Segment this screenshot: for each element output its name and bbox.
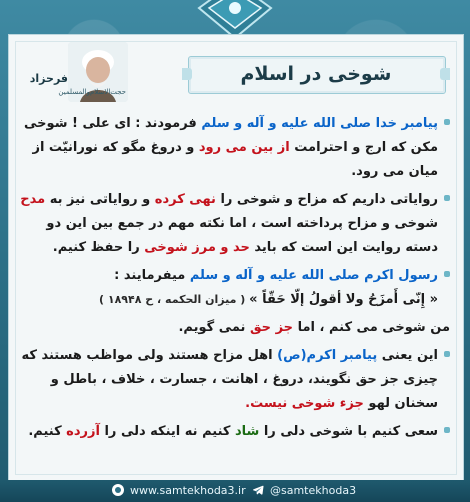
bullet-icon: [444, 427, 450, 433]
website-text: www.samtekhoda3.ir: [130, 484, 246, 497]
quote-text: إِنّی أَمزَحُ ولا أقولُ إلّا حَقّاً: [262, 292, 426, 307]
quote-open: «: [425, 292, 438, 307]
p6-text-1: سعی کنیم با شوخی دلی را: [259, 424, 438, 439]
author-name: فرحزاد: [29, 72, 68, 85]
bullet-icon: [444, 351, 450, 357]
p2-text-3: شوخی و مزاح پرداخته است ، اما نکته مهم در جمع بین این دو دسته روایت این است که باید: [46, 216, 438, 255]
p1-text-2: و دروغ مگو که نورانیّت از میان می رود.: [32, 140, 438, 179]
p5-red: جزء شوخی نیست.: [245, 396, 364, 411]
p5-highlight: پیامبر اکرم(ص): [277, 348, 378, 363]
paragraph-2: [18, 188, 450, 260]
p3-text-1: میفرمایند :: [114, 268, 190, 283]
p6-red: آزرده: [66, 424, 100, 439]
p2-text-2: و روایاتی نیز به: [45, 192, 155, 207]
bullet-icon: [444, 271, 450, 277]
globe-icon: [112, 484, 124, 496]
quote-source: ( میزان الحکمه ، ح ۱۸۹۴۸ ): [99, 293, 250, 306]
p4-text-1: من شوخی می کنم ، اما: [293, 320, 450, 335]
p2-red-1: نهی کرده: [154, 192, 216, 207]
p1-highlight: پیامبر خدا صلی الله علیه و آله و سلم: [201, 116, 438, 131]
p5-text-1: این یعنی: [377, 348, 438, 363]
paragraph-1: [18, 112, 450, 184]
p1-text-1: فرمودند : ای علی ! شوخی مکن که ارج و احترامت: [24, 116, 438, 155]
article-body: [18, 112, 450, 448]
p6-text-3: کنیم.: [28, 424, 67, 439]
bullet-icon: [444, 195, 450, 201]
p6-green: شاد: [234, 424, 260, 439]
p5-text-2: اهل مزاح هستند ولی مواظب هستند که چیزی جز حق نگویند، دروغ ، اهانت ، جسارت ، خلاف ، باطل و سخنان لهو: [21, 348, 438, 411]
author-title: حجت‌الاسلام‌والمسلمین: [58, 88, 126, 96]
p4-text-2: نمی گویم.: [178, 320, 250, 335]
paragraph-3: [18, 264, 450, 312]
telegram-icon: [252, 484, 264, 496]
bullet-icon: [444, 119, 450, 125]
quote-close: »: [249, 292, 263, 307]
paragraph-4: [18, 316, 450, 340]
p2-text-1: روایاتی داریم که مزاح و شوخی را: [215, 192, 438, 207]
p1-red: از بین می رود: [198, 140, 290, 155]
p4-red: جز حق: [249, 320, 294, 335]
title-wrap: [188, 56, 444, 92]
telegram-text: @samtekhoda3: [270, 484, 357, 497]
p2-text-4: را حفظ کنیم.: [52, 240, 145, 255]
p2-red-3: حد و مرز شوخی: [144, 240, 250, 255]
telegram-link[interactable]: [252, 483, 356, 499]
website-link[interactable]: [112, 483, 246, 499]
author-block: [16, 42, 136, 110]
paragraph-5: [18, 344, 450, 416]
footer-bar: [0, 480, 470, 502]
p2-red-2: مدح: [20, 192, 46, 207]
page-title: شوخی در اسلام: [240, 63, 392, 85]
paragraph-6: [18, 420, 450, 444]
p3-highlight: رسول اکرم صلی الله علیه و آله و سلم: [189, 268, 438, 283]
p6-text-2: کنیم نه اینکه دلی را: [99, 424, 235, 439]
